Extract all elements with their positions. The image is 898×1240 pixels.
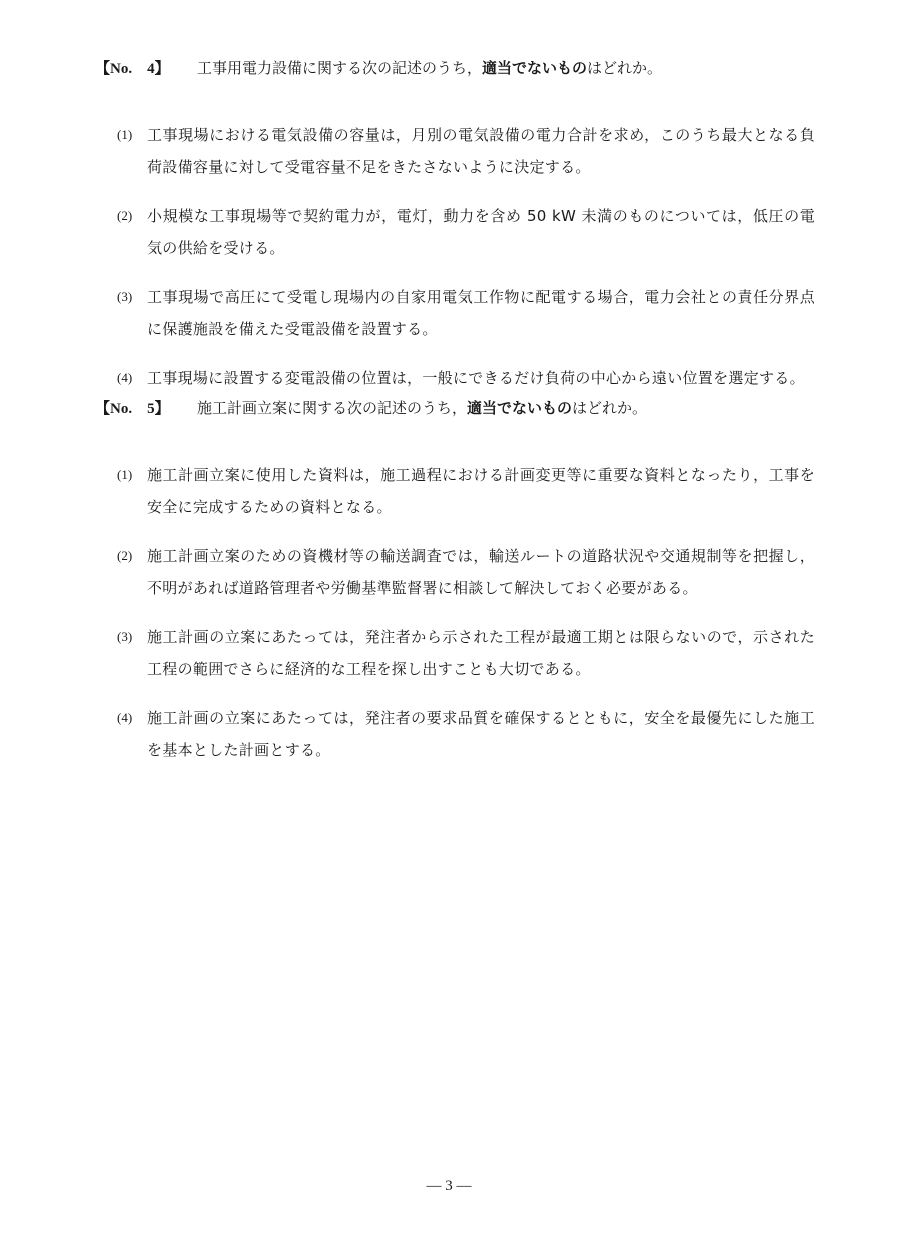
option-text: 小規模な工事現場等で契約電力が，電灯，動力を含め 50 kW 未満のものについては，低圧の電気の供給を受ける。 xyxy=(147,207,815,257)
page-number: — 3 — xyxy=(426,1178,472,1194)
option-text: 施工計画立案に使用した資料は，施工過程における計画変更等に重要な資料となったり，工事を安全に完成するための資料となる。 xyxy=(147,466,815,516)
option-label: (4) xyxy=(117,710,133,725)
question-title-tail: はどれか。 xyxy=(572,399,648,417)
option-item xyxy=(95,702,815,766)
option-item xyxy=(95,200,815,264)
option-text: 施工計画の立案にあたっては，発注者の要求品質を確保するとともに，安全を最優先にした施工を基本とした計画とする。 xyxy=(147,709,815,759)
option-label: (2) xyxy=(117,548,133,563)
question-header xyxy=(95,58,815,79)
question-header xyxy=(95,398,815,419)
option-text: 工事現場で高圧にて受電し現場内の自家用電気工作物に配電する場合，電力会社との責任分界点に保護施設を備えた受電設備を設置する。 xyxy=(147,288,815,338)
question-title xyxy=(197,398,815,418)
option-label: (4) xyxy=(117,370,133,385)
question-title-text: 施工計画立案に関する次の記述のうち， xyxy=(197,399,468,417)
option-label: (1) xyxy=(117,467,133,482)
option-item xyxy=(95,459,815,523)
question-number: 【No. 4】 xyxy=(95,61,170,77)
option-item xyxy=(95,119,815,183)
option-text: 施工計画立案のための資機材等の輸送調査では，輸送ルートの道路状況や交通規制等を把握し，不明があれば道路管理者や労働基準監督署に相談して解決しておく必要がある。 xyxy=(147,547,815,597)
question-title xyxy=(197,58,815,78)
option-list xyxy=(95,459,815,766)
question-title-emphasis: 適当でないもの xyxy=(467,399,573,417)
option-label: (3) xyxy=(117,289,133,304)
option-label: (3) xyxy=(117,629,133,644)
option-label: (1) xyxy=(117,127,133,142)
question-title-text: 工事用電力設備に関する次の記述のうち， xyxy=(197,59,483,77)
option-item xyxy=(95,621,815,685)
question-4 xyxy=(95,58,815,411)
option-text: 工事現場に設置する変電設備の位置は，一般にできるだけ負荷の中心から遠い位置を選定する。 xyxy=(147,369,805,387)
question-title-emphasis: 適当でないもの xyxy=(482,59,588,77)
option-label: (2) xyxy=(117,208,133,223)
option-text: 施工計画の立案にあたっては，発注者から示された工程が最適工期とは限らないので，示された工程の範囲でさらに経済的な工程を探し出すことも大切である。 xyxy=(147,628,815,678)
question-5 xyxy=(95,398,815,783)
option-text: 工事現場における電気設備の容量は，月別の電気設備の電力合計を求め，このうち最大となる負荷設備容量に対して受電容量不足をきたさないように決定する。 xyxy=(147,126,815,176)
option-item xyxy=(95,540,815,604)
option-item xyxy=(95,281,815,345)
question-title-tail: はどれか。 xyxy=(587,59,663,77)
option-list xyxy=(95,119,815,394)
option-item xyxy=(95,362,815,394)
question-number: 【No. 5】 xyxy=(95,401,170,417)
